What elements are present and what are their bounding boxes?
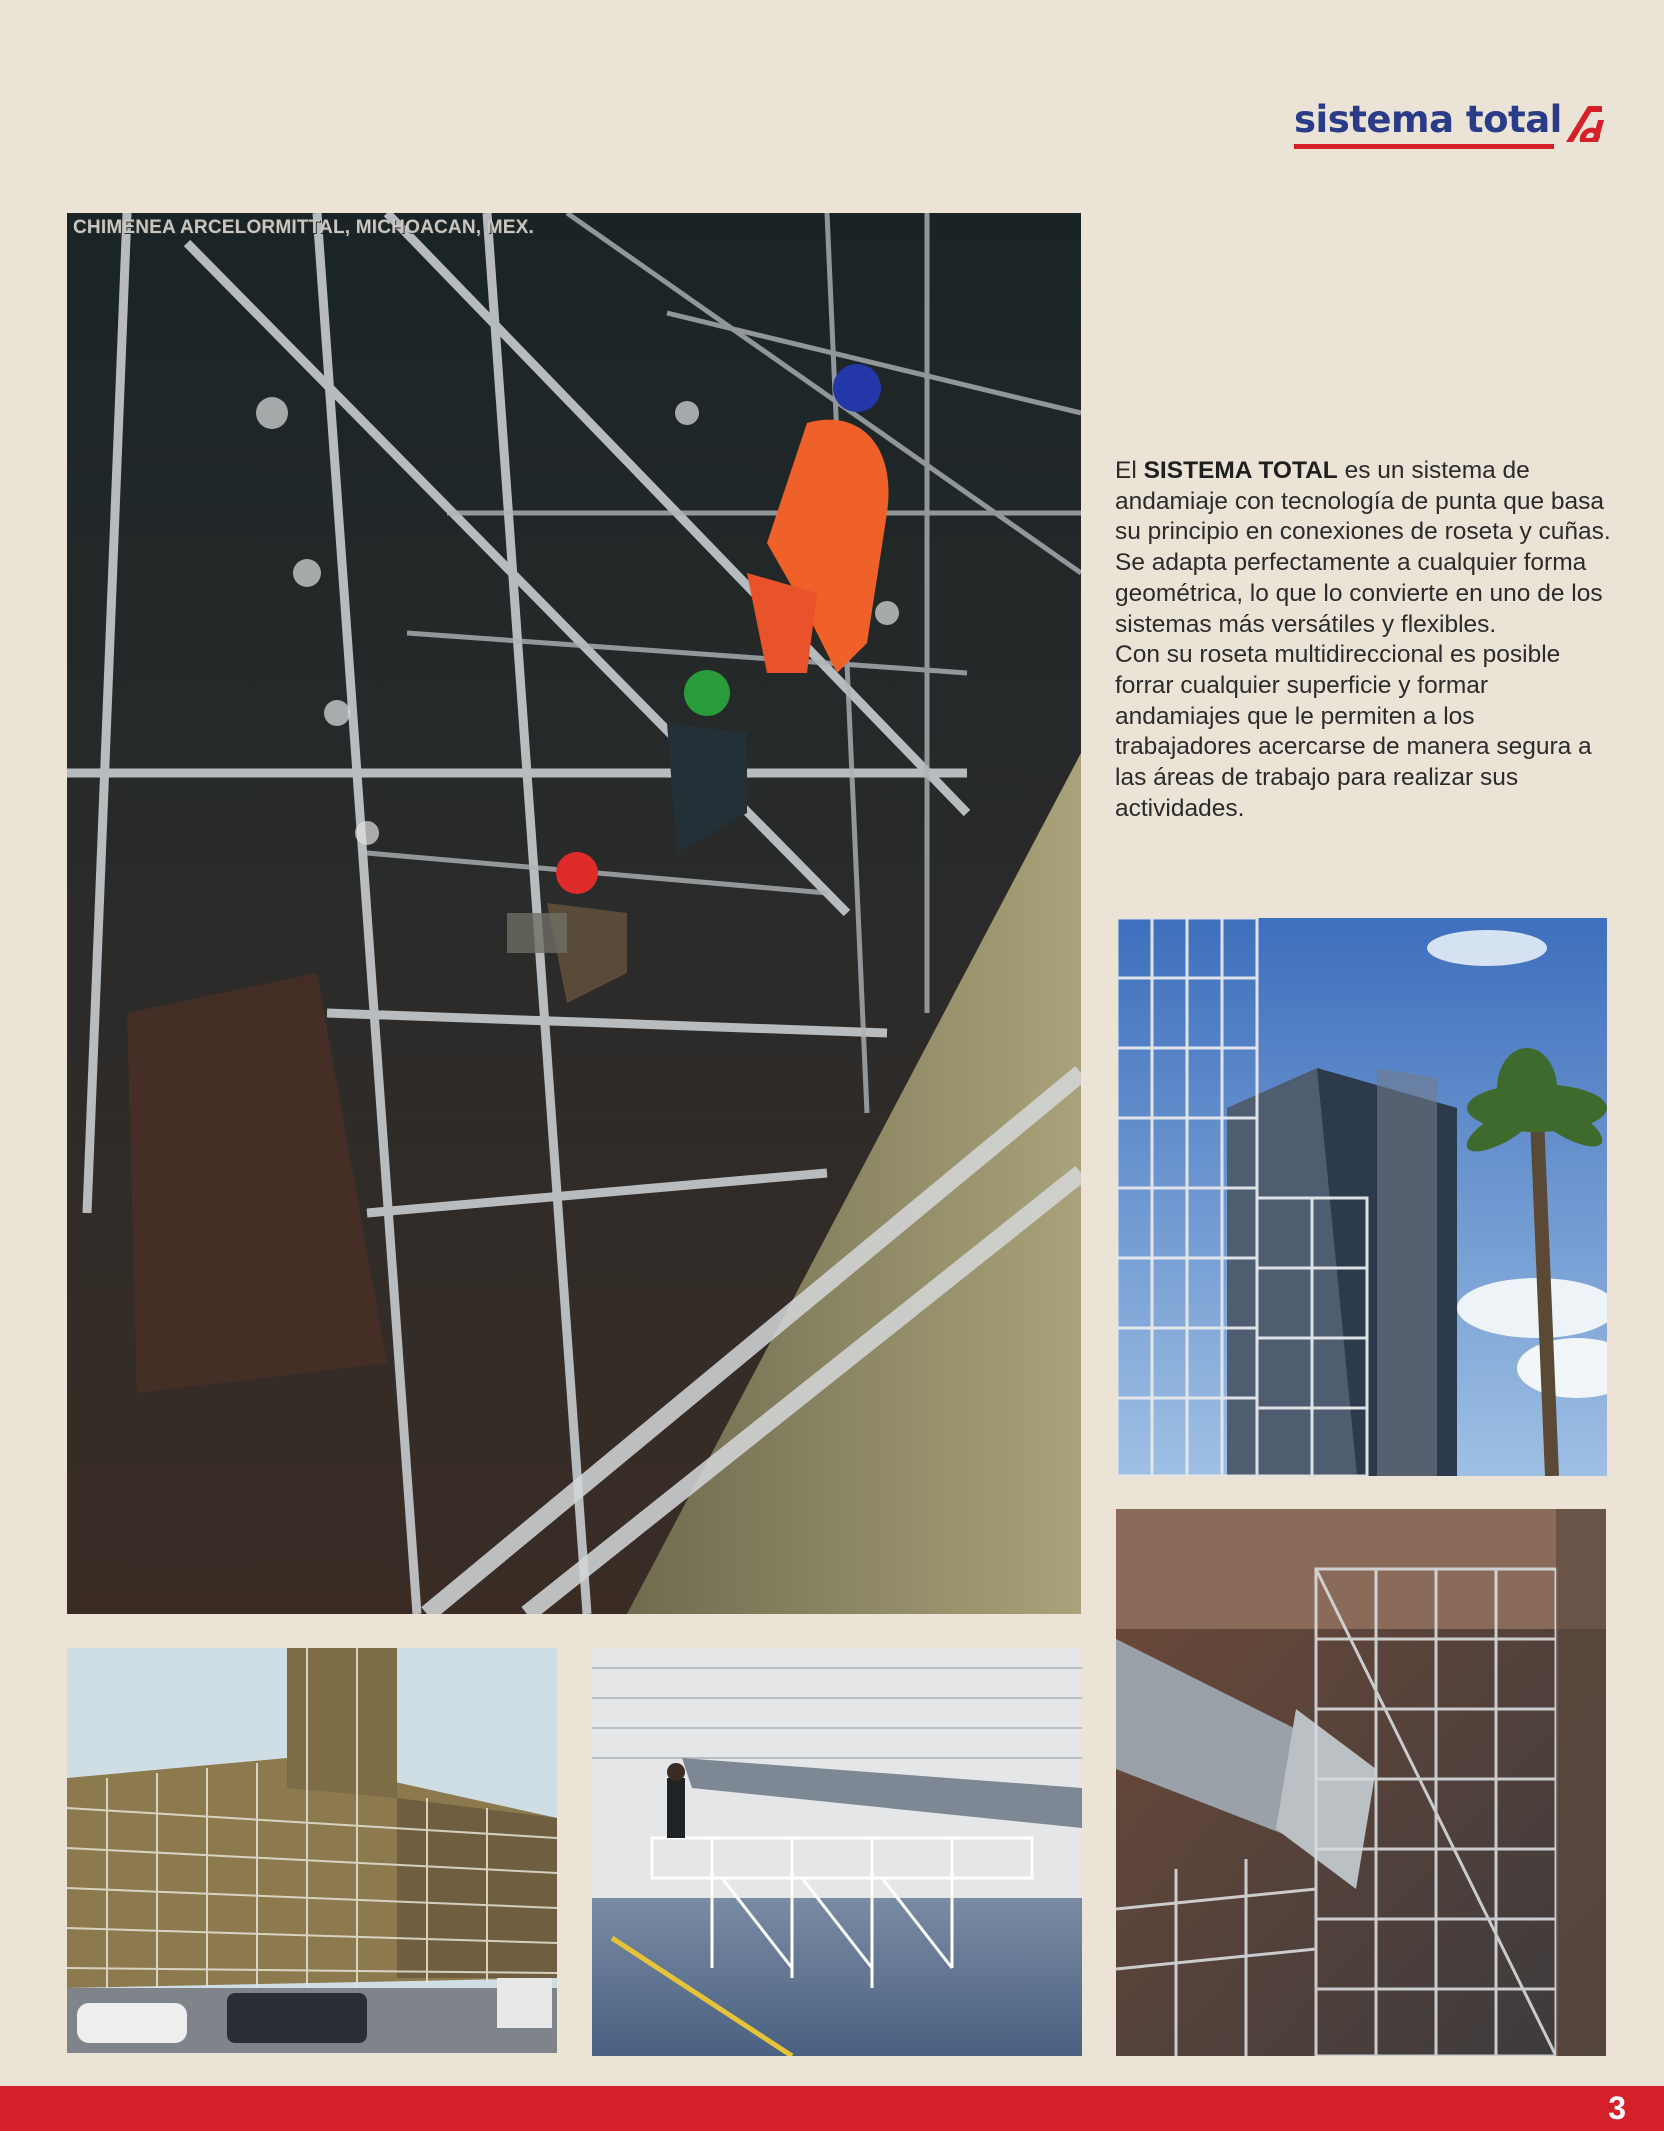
scaffolding-workers-photo xyxy=(67,213,1081,1614)
logo-underline xyxy=(1294,144,1554,149)
paragraph-2: Se adapta perfectamente a cualquier forma geométrica, lo que lo convierte en uno de los sistemas más versátiles y flexibles. xyxy=(1115,549,1603,638)
intro-prefix: El xyxy=(1115,457,1144,484)
page-number: 3 xyxy=(1608,2090,1626,2126)
hangar-scaffolding-photo xyxy=(592,1648,1082,2056)
brand-logo xyxy=(1290,98,1612,150)
system-name: SISTEMA TOTAL xyxy=(1143,457,1338,484)
paragraph-3: Con su roseta multidireccional es posible forrar cualquier superficie y formar andamiajes que le permiten a los trabajadores acercarse de manera segura a las áreas de trabajo para realizar sus actividades. xyxy=(1115,641,1592,822)
historic-building-photo xyxy=(67,1648,557,2053)
tower-palm-photo xyxy=(1117,918,1607,1476)
logo-text: sistema total xyxy=(1294,98,1562,141)
intro-rest: es un sistema de andamiaje con tecnología de punta que basa su principio en conexiones de roseta y cuñas. xyxy=(1115,457,1611,546)
industrial-scaffolding-photo xyxy=(1116,1509,1606,2056)
photo-caption: CHIMENEA ARCELORMITTAL, MICHOACAN, MEX. xyxy=(73,217,534,238)
main-scaffolding-photo xyxy=(67,213,1081,1614)
footer-bar xyxy=(0,2086,1664,2131)
intro-paragraph xyxy=(1115,456,1615,548)
stylized-a-logo-icon xyxy=(1558,100,1608,150)
facade-scaffolding-photo xyxy=(67,1648,557,2053)
pipe-scaffolding-photo xyxy=(1116,1509,1606,2056)
building-scaffolding-photo xyxy=(1117,918,1607,1476)
body-text xyxy=(1115,456,1615,824)
aircraft-hangar-photo xyxy=(592,1648,1082,2056)
